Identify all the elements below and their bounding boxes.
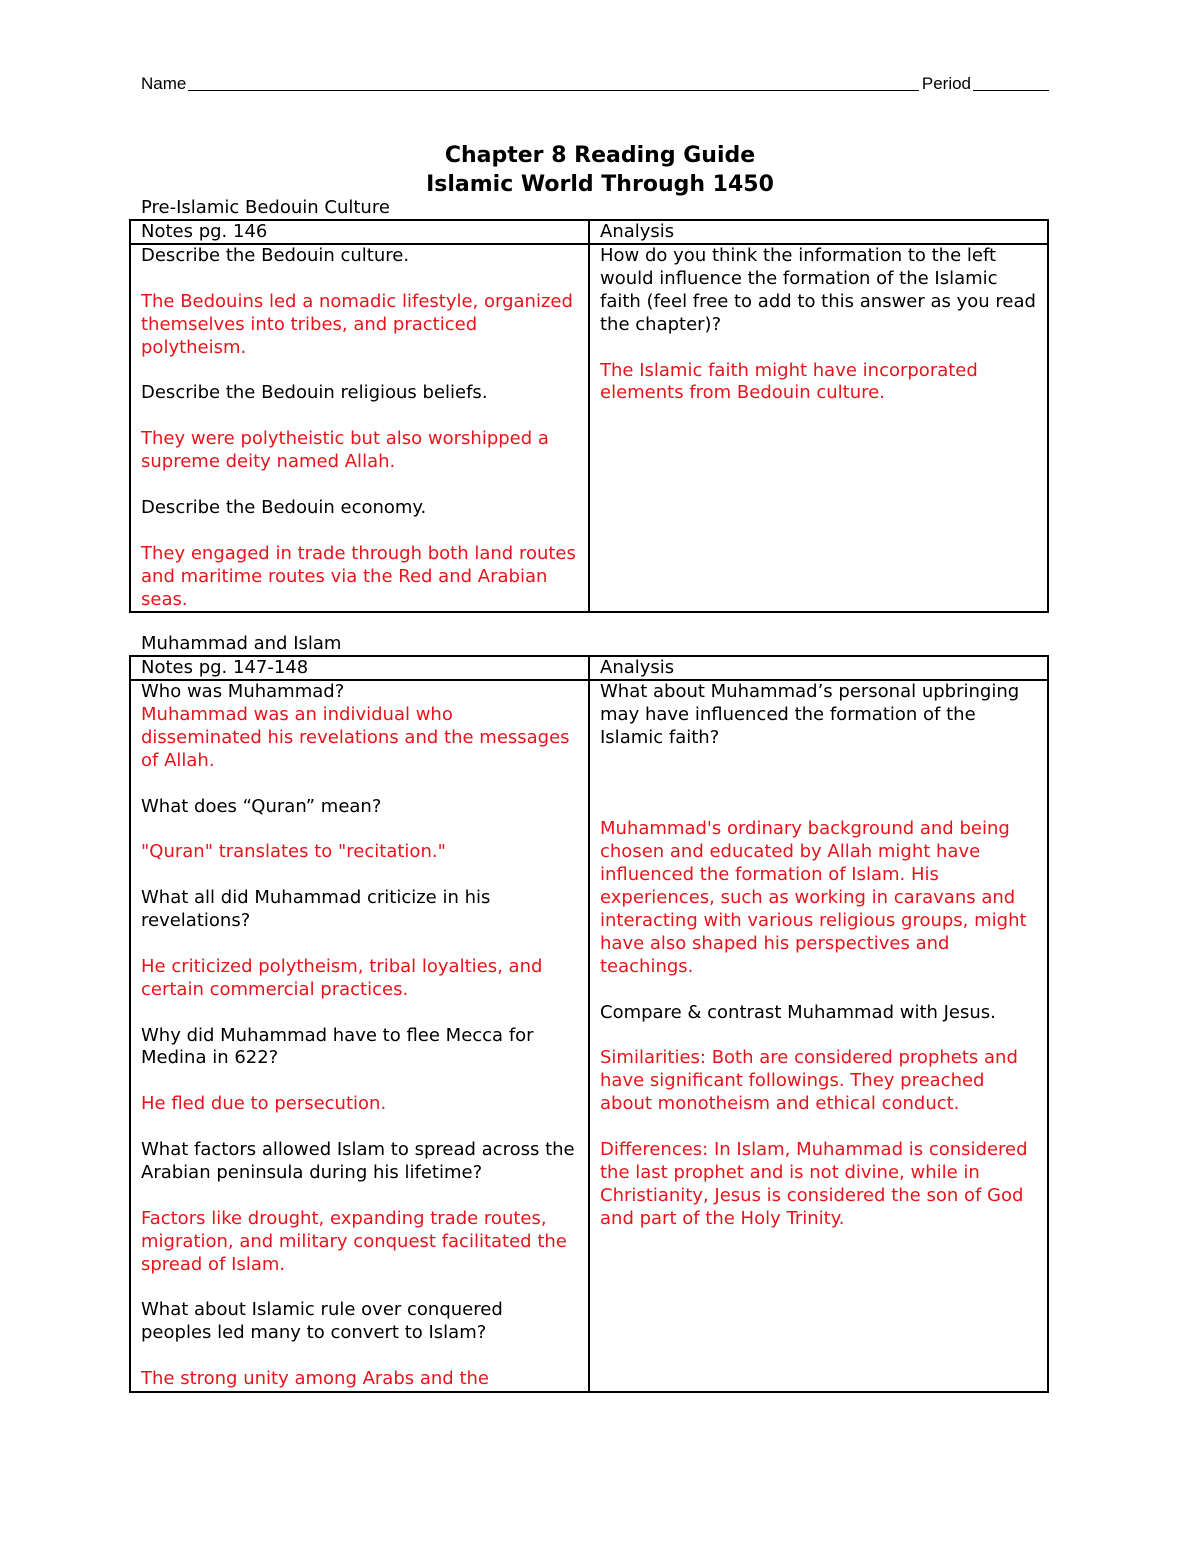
section2-analysis-cell [589,680,1048,1392]
answer[interactable]: "Quran" translates to "recitation." [141,841,446,863]
name-label: Name [141,74,187,93]
answer[interactable]: He criticized polytheism, tribal loyalties, and certain commercial practices. [141,955,543,1000]
question: What factors allowed Islam to spread across the Arabian peninsula during his lifetime? [141,1139,575,1183]
section1-notes-cell [130,244,589,612]
question: Why did Muhammad have to flee Mecca for Medina in 622? [141,1024,534,1069]
answer[interactable]: The Islamic faith might have incorporated elements from Bedouin culture. [600,359,978,404]
page-title [0,141,1200,199]
answer[interactable]: They were polytheistic but also worshipped a supreme deity named Allah. [141,428,549,473]
period-blank[interactable] [973,90,1049,91]
answer[interactable]: The Bedouins led a nomadic lifestyle, organized themselves into tribes, and practiced polytheism. [141,290,573,358]
title-line-1: Chapter 8 Reading Guide [444,143,756,168]
question: What about Muhammad’s personal upbringing may have influenced the formation of the Islamic faith? [600,681,1020,748]
section1-table [129,219,1049,613]
period-label: Period [921,74,971,93]
question: What about Islamic rule over conquered peoples led many to convert to Islam? [141,1299,503,1344]
section1-label: Pre-Islamic Bedouin Culture [141,197,390,218]
name-period-line [141,74,1049,94]
answer[interactable]: Similarities: Both are considered prophets and have significant followings. They preached about monotheism and ethical conduct. [600,1047,1018,1115]
answer[interactable]: Differences: In Islam, Muhammad is considered the last prophet and is not divine, while in Christianity, Jesus is considered the son of God and part of the Holy Trinity. [600,1139,1028,1229]
section2-label: Muhammad and Islam [141,633,342,654]
title-line-2: Islamic World Through 1450 [426,172,774,197]
question: Describe the Bedouin religious beliefs. [141,382,488,404]
question: How do you think the information to the left would influence the formation of the Islamic faith (feel free to add to this answer as you read the chapter)? [600,245,1036,335]
answer[interactable]: They engaged in trade through both land routes and maritime routes via the Red and Arabian seas. [141,542,576,610]
answer[interactable]: He fled due to persecution. [141,1093,387,1115]
section2-table [129,655,1049,1393]
question: Describe the Bedouin economy. [141,496,427,518]
section2-notes-cell [130,680,589,1392]
question: Describe the Bedouin culture. [141,245,410,266]
answer[interactable]: Muhammad was an individual who disseminated his revelations and the messages of Allah. [141,703,570,771]
name-blank[interactable] [188,90,919,91]
answer[interactable]: The strong unity among Arabs and the [141,1368,489,1390]
section2-notes-header: Notes pg. 147-148 [130,656,589,680]
section1-analysis-cell [589,244,1048,612]
question: What does “Quran” mean? [141,795,382,817]
section1-analysis-header: Analysis [589,220,1048,244]
section2-analysis-header: Analysis [589,656,1048,680]
answer[interactable]: Muhammad's ordinary background and being chosen and educated by Allah might have influenced the formation of Islam. His experiences, such as working in caravans and interacting with various religious groups, might have also shaped his perspectives and teachings. [600,818,1027,977]
answer[interactable]: Factors like drought, expanding trade routes, migration, and military conquest facilitated the spread of Islam. [141,1207,567,1275]
question: Who was Muhammad? [141,681,345,702]
question: Compare & contrast Muhammad with Jesus. [600,1001,996,1023]
section1-notes-header: Notes pg. 146 [130,220,589,244]
question: What all did Muhammad criticize in his revelations? [141,887,491,932]
